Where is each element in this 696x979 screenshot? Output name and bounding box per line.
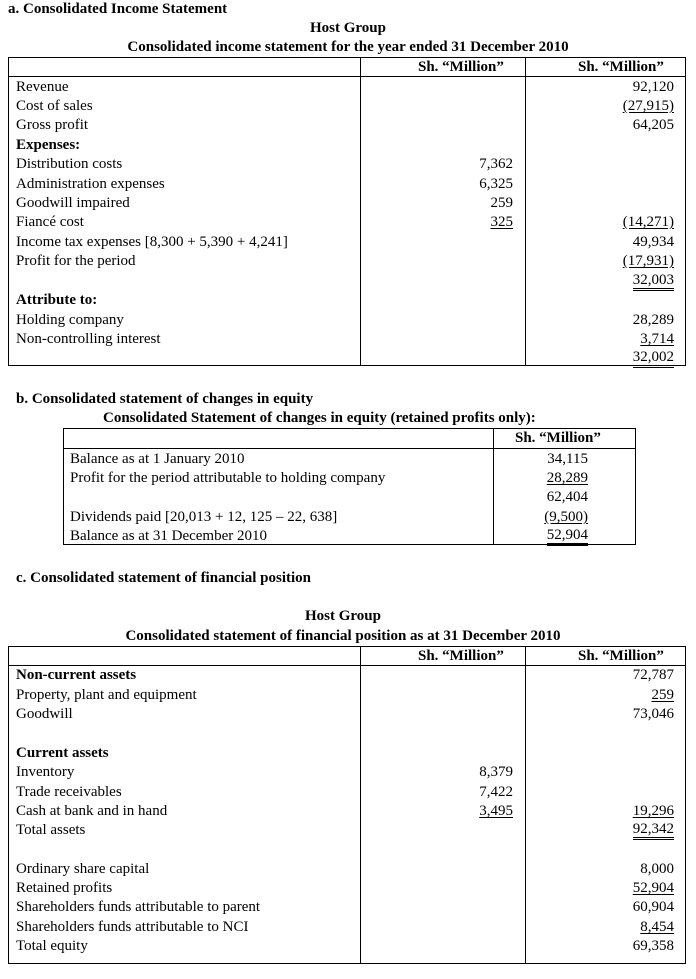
row-label: Cash at bank and in hand	[16, 803, 168, 819]
row-mid-value: 325	[490, 214, 513, 230]
row-value: 28,289	[632, 312, 674, 328]
row-value: (17,931)	[622, 253, 674, 269]
row-total-value: 32,003	[633, 272, 674, 291]
row-mid-value: 6,325	[479, 176, 513, 192]
row-label: Total assets	[16, 822, 86, 838]
row-label: Holding company	[16, 312, 124, 328]
row-label: Cost of sales	[16, 98, 93, 114]
section-a-col-divider	[525, 57, 526, 366]
section-a-col-divider	[360, 57, 361, 366]
section-c-group: Host Group	[305, 608, 381, 624]
section-c-col2-header: Sh. “Million”	[578, 648, 664, 664]
row-label: Balance as at 1 January 2010	[70, 451, 245, 467]
row-label: Gross profit	[16, 117, 89, 133]
row-mid-value: 259	[490, 195, 513, 211]
section-b-subtitle: Consolidated Statement of changes in equity (retained profits only):	[103, 410, 536, 426]
row-mid-value: 8,379	[479, 764, 513, 780]
row-label: Retained profits	[16, 880, 113, 896]
row-label-expenses: Expenses:	[16, 137, 81, 153]
row-label: Ordinary share capital	[16, 861, 150, 877]
section-a-heading: a. Consolidated Income Statement	[8, 1, 228, 17]
row-label: Shareholders funds attributable to parent	[16, 899, 261, 915]
row-label: Trade receivables	[16, 784, 122, 800]
row-value: 49,934	[632, 234, 674, 250]
section-a-subtitle: Consolidated income statement for the year ended 31 December 2010	[127, 39, 569, 55]
row-value: 28,289	[546, 470, 588, 486]
row-value: 3,714	[640, 331, 674, 347]
section-b-col-header: Sh. “Million”	[515, 430, 601, 446]
row-total-value: 32,002	[633, 349, 674, 368]
row-label-non-current: Non-current assets	[16, 667, 137, 683]
section-c-subtitle: Consolidated statement of financial position as at 31 December 2010	[125, 628, 561, 644]
row-value: 34,115	[547, 451, 588, 467]
row-label: Fiancé cost	[16, 214, 84, 230]
row-label: Administration expenses	[16, 176, 165, 192]
row-label: Income tax expenses [8,300 + 5,390 + 4,241]	[16, 234, 288, 250]
row-value: 259	[651, 687, 674, 703]
section-a-col1-header: Sh. “Million”	[418, 59, 504, 75]
row-label: Goodwill	[16, 706, 73, 722]
row-value: 69,358	[632, 938, 674, 954]
section-b-col-divider	[493, 428, 494, 545]
section-a-header-line	[8, 76, 686, 77]
row-label-attribute: Attribute to:	[16, 292, 98, 308]
row-value: 92,120	[632, 79, 674, 95]
row-value: (14,271)	[622, 214, 674, 230]
row-total-value: 92,342	[633, 821, 674, 840]
row-label: Inventory	[16, 764, 75, 780]
row-value: 60,904	[632, 899, 674, 915]
section-c-col-divider	[525, 646, 526, 964]
row-label: Dividends paid [20,013 + 12, 125 – 22, 638]	[70, 509, 338, 525]
row-label: Profit for the period attributable to holding company	[70, 470, 386, 486]
row-value: 8,454	[640, 919, 674, 935]
row-mid-value: 7,362	[479, 156, 513, 172]
section-a-group: Host Group	[310, 20, 386, 36]
row-value: (27,915)	[622, 98, 674, 114]
row-total-value: 52,904	[547, 527, 588, 546]
row-value: 62,404	[546, 489, 588, 505]
row-label: Property, plant and equipment	[16, 687, 197, 703]
section-b-heading: b. Consolidated statement of changes in equity	[16, 391, 314, 407]
row-label: Total equity	[16, 938, 88, 954]
row-label-current: Current assets	[16, 745, 109, 761]
row-value: 8,000	[640, 861, 674, 877]
section-a-col2-header: Sh. “Million”	[578, 59, 664, 75]
section-b-header-line	[63, 448, 636, 449]
section-c-col1-header: Sh. “Million”	[418, 648, 504, 664]
row-label: Balance as at 31 December 2010	[70, 528, 267, 544]
row-label: Non-controlling interest	[16, 331, 161, 347]
row-value: 73,046	[632, 706, 674, 722]
section-c-heading: c. Consolidated statement of financial position	[16, 570, 312, 586]
row-value: 72,787	[632, 667, 674, 683]
row-label: Revenue	[16, 79, 69, 95]
row-mid-value: 3,495	[479, 803, 513, 819]
row-label: Profit for the period	[16, 253, 136, 269]
row-mid-value: 7,422	[479, 784, 513, 800]
row-label: Distribution costs	[16, 156, 123, 172]
row-label: Shareholders funds attributable to NCI	[16, 919, 249, 935]
row-label: Goodwill impaired	[16, 195, 130, 211]
row-value: (9,500)	[544, 509, 588, 525]
section-c-col-divider	[360, 646, 361, 964]
row-value: 19,296	[632, 803, 674, 819]
row-value: 52,904	[632, 880, 674, 896]
row-value: 64,205	[632, 117, 674, 133]
